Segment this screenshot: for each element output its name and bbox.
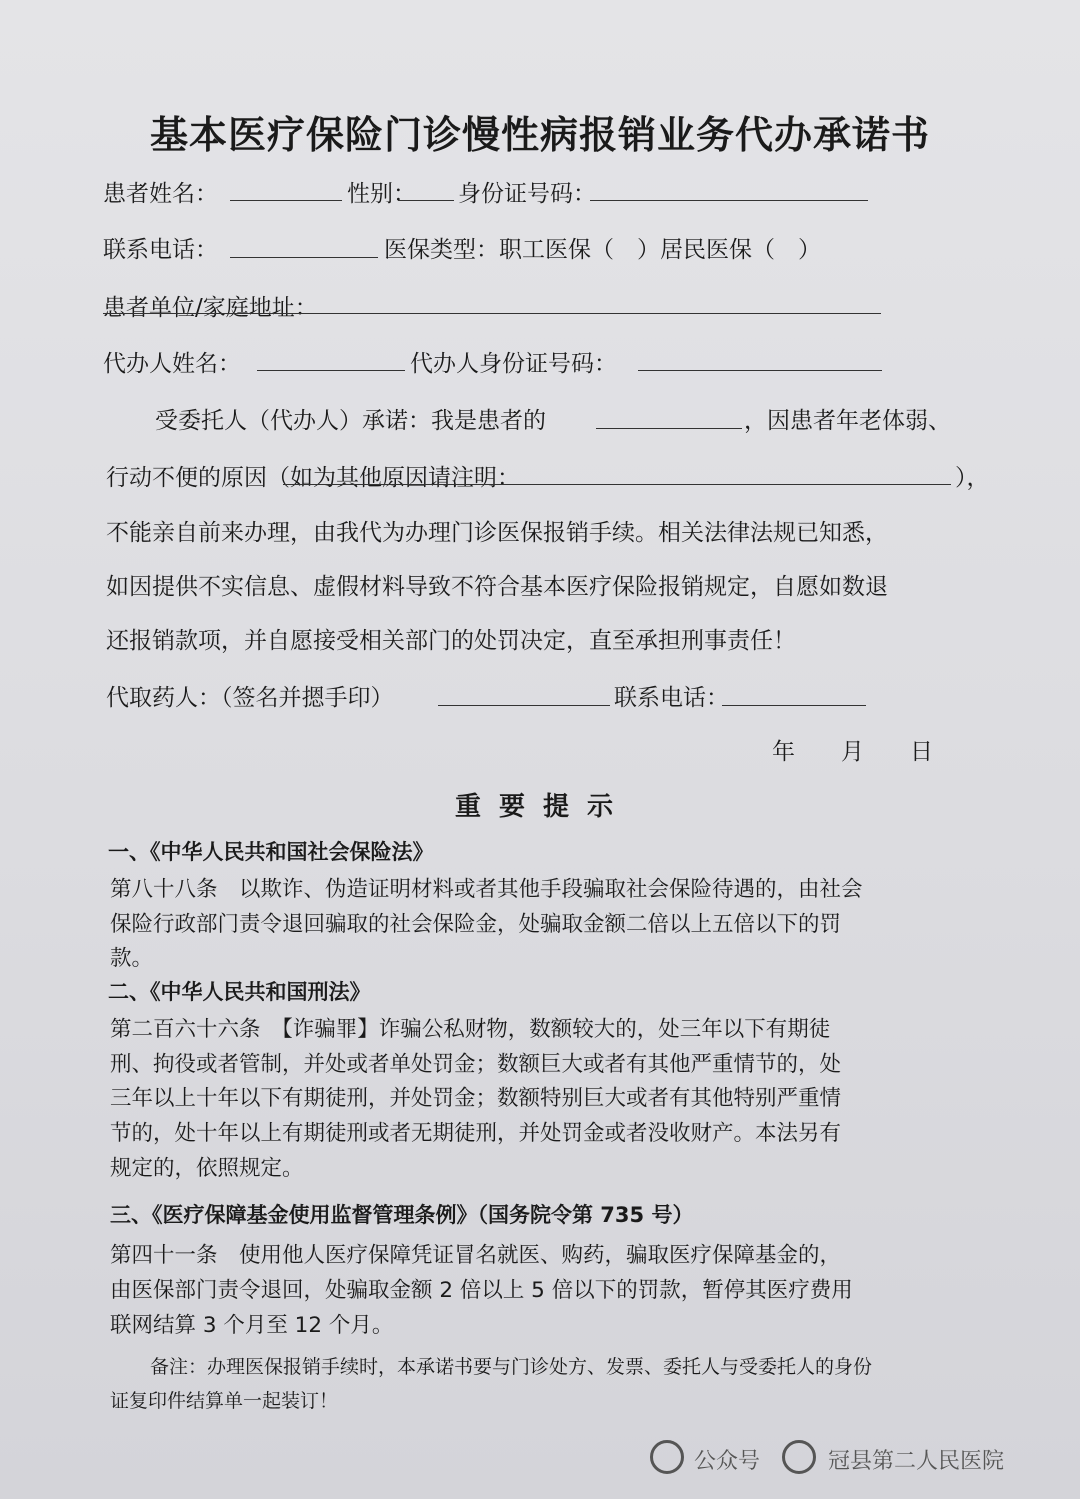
phone-label: 联系电话： [103, 237, 218, 263]
gender-label: 性别： [347, 181, 416, 207]
agent-id-field[interactable] [638, 370, 882, 371]
avatar-icon [782, 1440, 816, 1474]
sign-phone-label: 联系电话： [614, 685, 729, 711]
section-3-line: 第四十一条 使用他人医疗保障凭证冒名就医、购药，骗取医疗保障基金的， [110, 1243, 842, 1268]
agent-name-label: 代办人姓名： [103, 351, 241, 377]
remark-line: 备注：办理医保报销手续时，本承诺书要与门诊处方、发票、委托人与受委托人的身份 [150, 1356, 873, 1378]
section-2-title: 二、《中华人民共和国刑法》 [108, 980, 371, 1004]
date-label: 年 月 日 [772, 739, 933, 765]
notice-heading: 重要提示 [455, 792, 632, 822]
section-3-title: 三、《医疗保障基金使用监督管理条例》（国务院令第 735 号） [110, 1203, 694, 1227]
watermark-account: 公众号 [694, 1449, 761, 1474]
sign-phone-field[interactable] [722, 705, 866, 706]
document-title: 基本医疗保险门诊慢性病报销业务代办承诺书 [149, 113, 930, 157]
promise-line-3: 不能亲自前来办理，由我代为办理门诊医保报销手续。相关法律法规已知悉， [106, 520, 888, 546]
id-number-label: 身份证号码： [458, 181, 596, 207]
address-label: 患者单位/家庭地址： [103, 295, 318, 321]
remark-line: 证复印件结算单一起装订！ [110, 1390, 339, 1412]
insurance-type-label[interactable]: 医保类型：职工医保（ ）居民医保（ ） [384, 237, 821, 263]
agent-id-label: 代办人身份证号码： [410, 351, 617, 377]
section-1-title: 一、《中华人民共和国社会保险法》 [108, 840, 434, 864]
id-number-field[interactable] [590, 200, 868, 201]
reason-field[interactable] [283, 484, 951, 485]
phone-field[interactable] [230, 257, 378, 258]
promise-line-2-end: ）， [955, 465, 990, 491]
address-field[interactable] [103, 313, 881, 314]
gender-field[interactable] [398, 200, 454, 201]
promise-line-1-end: ，因患者年老体弱、 [744, 408, 951, 434]
watermark-name: 冠县第二人民医院 [828, 1449, 1005, 1474]
patient-name-label: 患者姓名： [103, 181, 218, 207]
section-2-line: 规定的，依照规定。 [110, 1156, 304, 1181]
promise-line-2: 行动不便的原因（如为其他原因请注明： [106, 465, 520, 491]
section-2-line: 节的，处十年以上有期徒刑或者无期徒刑，并处罚金或者没收财产。本法另有 [110, 1121, 842, 1146]
section-1-line: 第八十八条 以欺诈、伪造证明材料或者其他手段骗取社会保险待遇的，由社会 [110, 877, 863, 902]
agent-name-field[interactable] [257, 370, 405, 371]
section-2-line: 刑、拘役或者管制，并处或者单处罚金；数额巨大或者有其他严重情节的，处 [110, 1052, 842, 1077]
section-1-line: 保险行政部门责令退回骗取的社会保险金，处骗取金额二倍以上五倍以下的罚 [110, 912, 842, 937]
signature-field[interactable] [438, 705, 610, 706]
wechat-icon [650, 1440, 684, 1474]
drug-taker-label: 代取药人：（签名并摁手印） [106, 685, 394, 711]
promise-line-5: 还报销款项，并自愿接受相关部门的处罚决定，直至承担刑事责任！ [106, 628, 796, 654]
section-3-line: 联网结算 3 个月至 12 个月。 [110, 1313, 394, 1338]
section-3-line: 由医保部门责令退回，处骗取金额 2 倍以上 5 倍以下的罚款，暂停其医疗费用 [110, 1278, 853, 1303]
promise-line-4: 如因提供不实信息、虚假材料导致不符合基本医疗保险报销规定，自愿如数退 [106, 574, 888, 600]
section-2-line: 第二百六十六条 【诈骗罪】诈骗公私财物，数额较大的，处三年以下有期徒 [110, 1017, 831, 1042]
section-1-line: 款。 [110, 946, 154, 971]
relation-field[interactable] [596, 428, 742, 429]
patient-name-field[interactable] [230, 200, 342, 201]
promise-line-1: 受委托人（代办人）承诺：我是患者的 [155, 408, 546, 434]
section-2-line: 三年以上十年以下有期徒刑，并处罚金；数额特别巨大或者有其他特别严重情 [110, 1086, 842, 1111]
